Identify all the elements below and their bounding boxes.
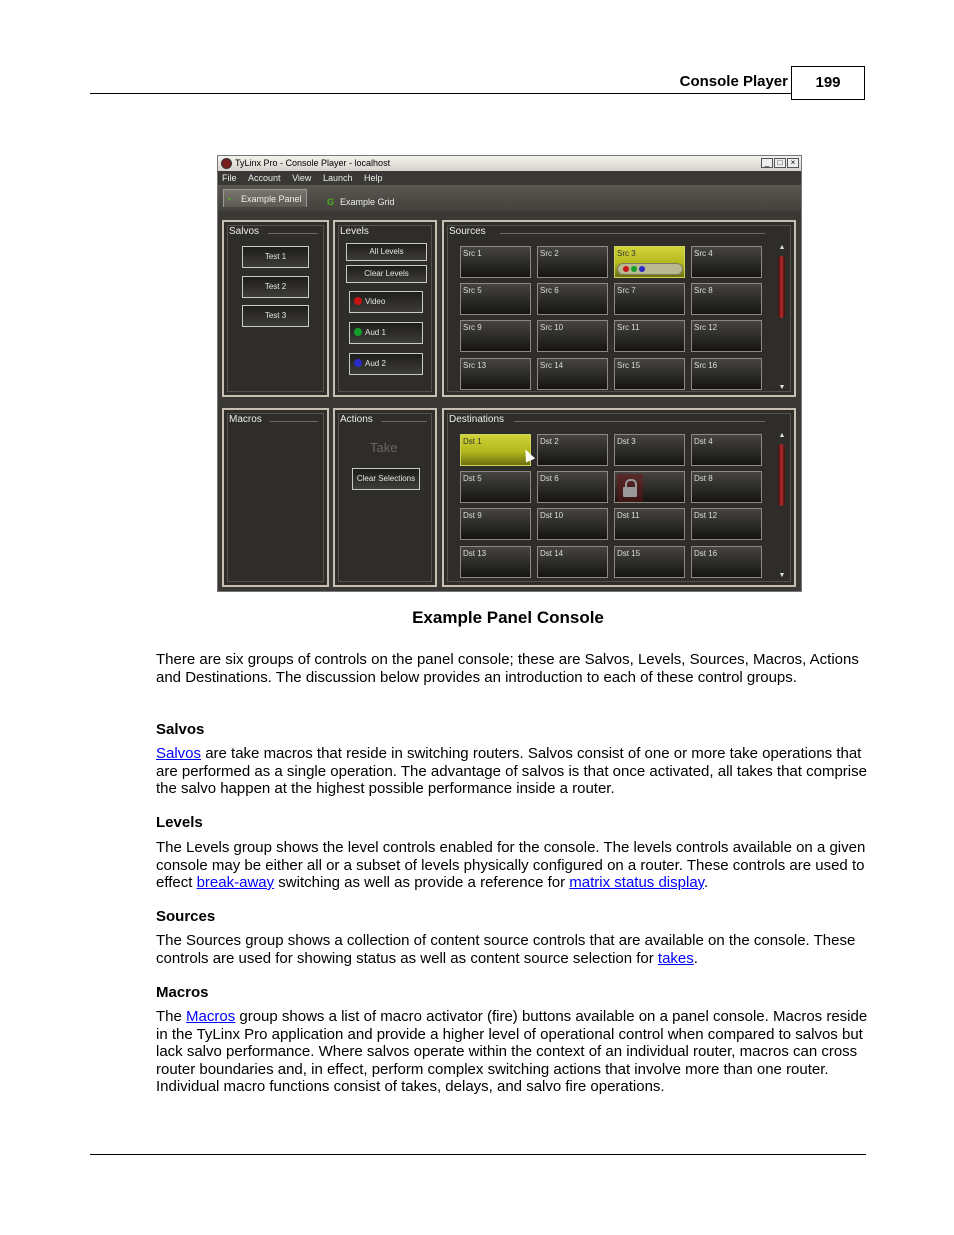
- tab-bar: [218, 185, 801, 211]
- destination-label: Dst 14: [540, 549, 564, 558]
- sources-heading: Sources: [156, 908, 216, 925]
- salvos-link[interactable]: Salvos: [156, 745, 202, 762]
- macros-text-2: group shows a list of macro activator (fire) buttons available on a panel console. Macros reside in the TyLinx Pro application and provide a higher level of operational control when compared to salvos but lack salvo performance. Where salvos operate within the context of an individual router, macros can cross router boundaries and, in effect, perform complex switching actions that involve more than one router. Individual macro functions consist of takes, delays, and salvo fire operations.: [156, 1008, 868, 1095]
- salvos-paragraph: [156, 745, 868, 798]
- level-status-dot-icon: [623, 266, 629, 272]
- sources-text-2: .: [693, 949, 698, 967]
- source-button-src-11[interactable]: [614, 320, 685, 352]
- destination-button-dst-6[interactable]: [537, 471, 608, 503]
- source-button-src-4[interactable]: [691, 246, 762, 278]
- destination-button-dst-12[interactable]: [691, 508, 762, 540]
- actions-panel: [333, 408, 437, 587]
- destination-button-dst-8[interactable]: [691, 471, 762, 503]
- scroll-up-icon[interactable]: ▲: [778, 244, 786, 251]
- source-label: Src 13: [463, 361, 487, 370]
- grid-tab-icon: G: [327, 197, 335, 207]
- maximize-button[interactable]: □: [774, 158, 786, 168]
- source-button-src-1[interactable]: [460, 246, 531, 278]
- tab-label: Example Panel: [241, 194, 302, 204]
- menu-account[interactable]: Account: [248, 173, 281, 183]
- sources-paragraph: [156, 932, 868, 967]
- source-button-src-8[interactable]: [691, 283, 762, 315]
- level-indicator-icon: [354, 359, 362, 367]
- sources-text-1: The Sources group shows a collection of content source controls that are available on the console. These controls are used for showing status as well as content source selection for: [156, 932, 856, 967]
- app-logo-icon: [221, 158, 232, 169]
- source-button-src-3[interactable]: [614, 246, 685, 278]
- scroll-up-icon[interactable]: ▲: [778, 432, 786, 439]
- takes-link[interactable]: takes: [657, 949, 694, 967]
- footer-rule: [90, 1154, 866, 1155]
- source-button-src-14[interactable]: [537, 358, 608, 390]
- destination-label: Dst 13: [463, 549, 487, 558]
- destinations-panel: [442, 408, 796, 587]
- source-label: Src 14: [540, 361, 564, 370]
- source-button-src-9[interactable]: [460, 320, 531, 352]
- source-button-src-13[interactable]: [460, 358, 531, 390]
- macros-link[interactable]: Macros: [186, 1008, 236, 1025]
- destination-button-dst-1[interactable]: [460, 434, 531, 466]
- sources-label: Sources: [449, 226, 486, 237]
- macros-text-1: The: [156, 1008, 187, 1025]
- salvos-panel: [222, 220, 329, 397]
- source-label: Src 4: [694, 249, 713, 258]
- destination-label: Dst 12: [694, 511, 718, 520]
- salvos-text: are take macros that reside in switching routers. Salvos consist of one or more take operations that are performed as a single operation. The advantage of salvos is that once activated, all takes that comprise the salvo happen at the highest possible performance inside a router.: [156, 745, 867, 797]
- source-label: Src 9: [463, 323, 482, 332]
- source-label: Src 3: [617, 249, 636, 258]
- menu-help[interactable]: Help: [364, 173, 383, 183]
- source-label: Src 10: [540, 323, 564, 332]
- levels-heading: Levels: [156, 814, 203, 831]
- source-label: Src 12: [694, 323, 718, 332]
- figure-caption: Example Panel Console: [412, 608, 604, 627]
- destination-button-dst-14[interactable]: [537, 546, 608, 578]
- section-title: Console Player: [679, 73, 788, 90]
- levels-text-3: .: [704, 874, 709, 891]
- source-button-src-2[interactable]: [537, 246, 608, 278]
- destination-button-dst-5[interactable]: [460, 471, 531, 503]
- destination-button-dst-2[interactable]: [537, 434, 608, 466]
- source-label: Src 1: [463, 249, 482, 258]
- page-number: 199: [791, 66, 865, 100]
- source-button-src-7[interactable]: [614, 283, 685, 315]
- macros-paragraph: [156, 1008, 868, 1096]
- levels-text-2: switching as well as provide a reference for: [274, 874, 570, 891]
- level-indicator-icon: [354, 297, 362, 305]
- destination-button-dst-11[interactable]: [614, 508, 685, 540]
- source-button-src-5[interactable]: [460, 283, 531, 315]
- break-away-link[interactable]: break-away: [196, 874, 275, 891]
- destination-label: Dst 3: [617, 437, 636, 446]
- source-button-src-10[interactable]: [537, 320, 608, 352]
- levels-text-1: The Levels group shows the level controls enabled for the console. The levels controls available on a given console may be either all or a subset of levels physically configured on a router. These controls are used to effect: [156, 839, 866, 891]
- destination-button-dst-4[interactable]: [691, 434, 762, 466]
- take-button[interactable]: Take: [370, 440, 398, 455]
- salvo-button-test-2[interactable]: Test 2: [242, 276, 309, 298]
- destination-label: Dst 8: [694, 474, 713, 483]
- destination-label: Dst 4: [694, 437, 713, 446]
- levels-label: Levels: [340, 226, 369, 237]
- level-button-video[interactable]: [349, 291, 423, 313]
- window-titlebar: [218, 156, 801, 171]
- salvo-button-test-3[interactable]: Test 3: [242, 305, 309, 327]
- header-rule: [90, 93, 791, 94]
- grid-tab-icon: ▪: [228, 194, 232, 204]
- intro-paragraph: There are six groups of controls on the panel console; these are Salvos, Levels, Sources, Macros, Actions and Destinations. The discussion below provides an introduction to each of these control groups.: [156, 651, 859, 686]
- salvo-button-test-1[interactable]: Test 1: [242, 246, 309, 268]
- destination-button-dst-9[interactable]: [460, 508, 531, 540]
- source-label: Src 15: [617, 361, 641, 370]
- scroll-down-icon[interactable]: ▼: [778, 572, 786, 579]
- actions-label: Actions: [340, 414, 373, 425]
- source-label: Src 11: [617, 323, 640, 332]
- destination-label: Dst 9: [463, 511, 482, 520]
- destinations-label: Destinations: [449, 414, 505, 425]
- destination-label: Dst 15: [617, 549, 641, 558]
- levels-panel: [333, 220, 437, 397]
- source-label: Src 2: [540, 249, 559, 258]
- destination-label: Dst 5: [463, 474, 482, 483]
- level-status-dot-icon: [631, 266, 637, 272]
- matrix-status-display-link[interactable]: matrix status display: [569, 874, 705, 891]
- tab-label: Example Grid: [340, 197, 395, 207]
- destination-button-dst-10[interactable]: [537, 508, 608, 540]
- level-label: Video: [365, 297, 386, 306]
- level-label: Aud 1: [365, 328, 386, 337]
- level-status-bar: [617, 263, 683, 275]
- sources-scrollbar[interactable]: [777, 244, 787, 392]
- tab-example-grid[interactable]: [323, 193, 403, 211]
- destination-button-dst-16[interactable]: [691, 546, 762, 578]
- macros-label: Macros: [229, 414, 262, 425]
- source-label: Src 8: [694, 286, 713, 295]
- levels-paragraph: [156, 839, 868, 892]
- source-button-src-12[interactable]: [691, 320, 762, 352]
- tab-example-panel[interactable]: [223, 189, 307, 207]
- close-button[interactable]: ×: [787, 158, 799, 168]
- level-button-aud-2[interactable]: [349, 353, 423, 375]
- destination-button-dst-3[interactable]: [614, 434, 685, 466]
- level-indicator-icon: [354, 328, 362, 336]
- menu-view[interactable]: View: [292, 173, 312, 183]
- macros-panel: [222, 408, 329, 587]
- destination-label: Dst 2: [540, 437, 559, 446]
- salvos-heading: Salvos: [156, 721, 205, 738]
- destination-label: Dst 6: [540, 474, 559, 483]
- menu-launch[interactable]: Launch: [322, 173, 353, 183]
- clear-selections-button[interactable]: Clear Selections: [352, 468, 420, 490]
- menu-file[interactable]: File: [222, 173, 237, 183]
- source-button-src-16[interactable]: [691, 358, 762, 390]
- destination-label: Dst 16: [694, 549, 718, 558]
- source-label: Src 6: [540, 286, 559, 295]
- console-player-window: [217, 155, 802, 592]
- salvos-label: Salvos: [229, 226, 260, 237]
- source-label: Src 16: [694, 361, 718, 370]
- all-levels-button[interactable]: All Levels: [346, 243, 427, 261]
- destination-button-dst-7[interactable]: [614, 471, 685, 503]
- source-label: Src 5: [463, 286, 482, 295]
- source-label: Src 7: [617, 286, 636, 295]
- minimize-button[interactable]: _: [761, 158, 773, 168]
- level-button-aud-1[interactable]: [349, 322, 423, 344]
- clear-levels-button[interactable]: Clear Levels: [346, 265, 427, 283]
- destination-button-dst-15[interactable]: [614, 546, 685, 578]
- destination-label: Dst 10: [540, 511, 564, 520]
- sources-panel: [442, 220, 796, 397]
- destination-label: Dst 1: [463, 437, 482, 446]
- source-button-src-6[interactable]: [537, 283, 608, 315]
- level-status-dot-icon: [639, 266, 645, 272]
- lock-icon[interactable]: [617, 474, 643, 502]
- destination-button-dst-13[interactable]: [460, 546, 531, 578]
- menu-bar: [218, 171, 801, 185]
- level-label: Aud 2: [365, 359, 386, 368]
- scroll-thumb[interactable]: [778, 256, 785, 318]
- scroll-thumb[interactable]: [778, 444, 785, 506]
- destinations-scrollbar[interactable]: [777, 432, 787, 580]
- scroll-down-icon[interactable]: ▼: [778, 384, 786, 391]
- destination-label: Dst 11: [617, 511, 640, 520]
- window-title: TyLinx Pro - Console Player - localhost: [235, 158, 391, 168]
- source-button-src-15[interactable]: [614, 358, 685, 390]
- macros-heading: Macros: [156, 984, 209, 1001]
